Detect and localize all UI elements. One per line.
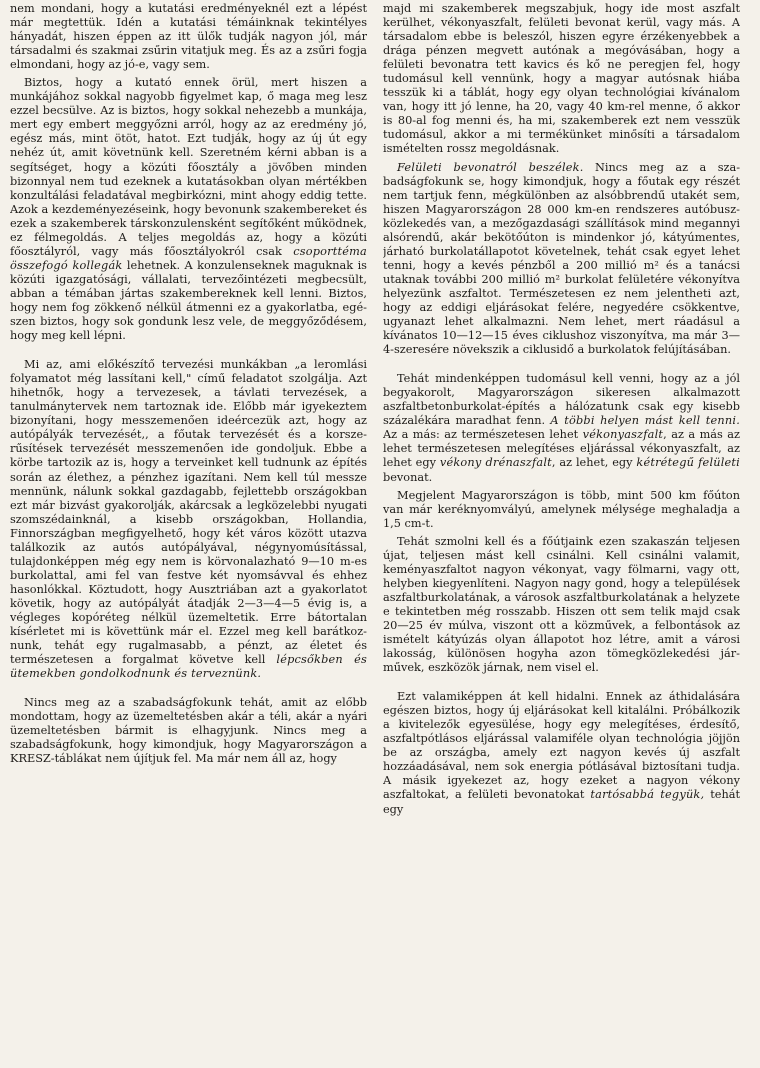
paragraph: Ezt valamiképpen át kell hidalni. Ennek az áthidalására egészen biztos, hogy új eljárásokat kell kitalálni. Próbálkozik a kivitelezők egyesülése, hogy egy melegítéses, érdesítő, aszfaltpótlásos eljárással valamiféle olyan technológia jöjjön be az országba, amely ezt nagyon kevés új aszfalt hozzáadásával, nem sok energia pótlásával biztosítani tudja. A másik igyekezet az, hogy ezeket a nagyon vékony aszfaltokat, a felületi bevonatokat tartósabbá tegyük, tehát egy [383,690,740,816]
paragraph: Felületi bevonatról beszélek. Nincs meg az a szabadságfokunk se, hogy kimondjuk, hogy a főutak egy részét nem tartjuk fenn, mégkülönben az alsóbbrendű utakét sem, hiszen Magyarországon 28 000 km-en rendszeres autóbusz-közlekedés van, a mezőgazdasági szállítások mind megannyi alsórendű, akár bekötőúton is mindenkor jó, kátyúmentes, járható burkolatállapotot követelnek, tehát csak egyet lehet tenni, hogy a kevés pénzből a 200 millió m² és a tanácsi utaknak további 200 millió m² burkolat felületére vékonyítva helyezünk aszfaltot. Természetesen ez nem jelentheti azt, hogy az eddigi eljárásokat felére, negyedére csökkentve, ugyanazt lehet alkalmazni. Nem lehet, mert ráadásul a kívánatos 10—12—15 éves ciklushoz viszonyítva, ma már 3—4-szeresére növekszik a ciklusidő a burkolatok felújításában. [383,160,740,357]
paragraph: Biztos, hogy a kutató ennek örül, mert hiszen a munkájához sokkal nagyobb figyelmet kap, ő maga meg lesz ezzel becsülve. Az is biztos, hogy sokkal nehezebb a munkája, mert egy embert meggyőzni arról, hogy az az eredmény jó, egész más, mint ötöt, hatot. Ezt tudják, hogy az új út egy nehéz út, amit követnünk kell. Szeretném kérni abban is a segítséget, hogy a közúti főosztály a jövőben minden bizonnyal nem tud ezeknek a kutatásokban olyan mértékben konzultálási feladatával megbirkózni, mint ahogy eddig tette. Azok a kezdeményezéseink, hogy bevonunk szakembereket és ezek a szakemberek társkonzulensként segítőként működnek, ez félmegoldás. A teljes megoldás az, hogy a közúti főosztályról, vagy más főosztályokról csak csoporttéma összefogó kollegák lehetnek. A konzulenseknek maguknak is közúti igazgatósági, vállalati, tervezőintézeti megbecsült, abban a témában jártas szakembereknek kell lenni. Biztos, hogy nem fog zökkenő nélkül átmenni ez a gyakorlatba, egészen biztos, hogy sok gondunk lesz vele, de meggyőződésem, hogy meg kell lépni. [10,76,367,343]
paragraph: majd mi szakemberek megszabjuk, hogy ide most aszfalt kerülhet, vékonyaszfalt, felületi bevonat kerül, vagy más. A társadalom ebbe is beleszól, hiszen egyre érzékenyebbek a drága pénzen megvett autónak a megóvásában, hogy a felületi bevonatra tett kavics és kő ne peregjen fel, hogy tudomásul kell vennünk, hogy a magyar autósnak hiába tesszük ki a táblát, hogy egy olyan technológiai kívánalom van, hogy itt jó lenne, ha 20, vagy 40 km-rel menne, ő akkor is 80-al fog menni és, ha mi, szakemberek ezt nem vesszük tudomásul, akkor a mi termékünket minősíti a társadalom ismételten rossz megoldásnak. [383,2,740,156]
paragraph: Tehát mindenképpen tudomásul kell venni, hogy az a jól begyakorolt, Magyarországon sikeresen alkalmazott aszfaltbetonburkolat-építés a hálózatunk csak egy kisebb százalékára maradhat fenn. A többi helyen mást kell tenni. Az a más: az természetesen lehet vékonyaszfalt, az a más az lehet természetesen melegítéses eljárással vékonyaszfalt, az lehet egy vékony drénaszfalt, az lehet, egy kétrétegű felületi bevonat. [383,372,740,484]
left-column [10,2,367,1068]
paragraph: Mi az, ami előkészítő tervezési munkákban „a leromlási folyamatot még lassítani kell," című feladatot szolgálja. Azt hihetnők, hogy a tervezesek, a távlati tervezések, a tanulmánytervek nem tartoznak ide. Előbb már igyekeztem bizonyítani, hogy messzemenően ideércezük azt, hogy az autópályák tervezését,, a főutak tervezését és a korszerűsítések tervezését messzemenően ide gondoljuk. Ebbe a körbe tartozik az is, hogy a terveinket kell tudnunk az építés során az élethez, a pénzhez igazítani. Nem kell túl messze mennünk, nálunk sokkal gazdagabb, fejlettebb országokban ezt már bizvást gyakorolják, akárcsak a legközelebbi nyugati szomszédainknál, a kisebb országokban, Hollandia, Finnországban megfigyelhető, hogy két város között utazva találkozik az autós autópályával, négynyomúsítással, tulajdonképpen még egy nem is körvonalazható 9—10 m-es burkolattal, ami fel van festve két nyomsávval és ehhez hasonlókkal. Köztudott, hogy Ausztriában azt a gyakorlatot követik, hogy az autópályát átadják 2—3—4—5 évig is, a végleges kopóréteg nélkül üzemeltetik. Erre bátortalan kísérletet mi is követtünk már el. Ezzel meg kell barátkoznunk, tehát egy rugalmasabb, a pénzt, az életet és természetesen a forgalmat követve kell lépcsőkben és ütemekben gondolkodnunk és terveznünk. [10,358,367,681]
paragraph: Megjelent Magyarországon is több, mint 500 km főúton van már keréknyomvályú, amelynek mélysége meghaladja a 1,5 cm-t. [383,488,740,530]
right-column [383,2,740,1068]
paragraph: nem mondani, hogy a kutatási eredményeknél ezt a lépést már megtettük. Idén a kutatási témáinknak tekintélyes hányadát, hiszen éppen az itt ülők tudják nagyon jól, már társadalmi és szakmai zsűrin vitatjuk meg. És az a zsűri fogja elmondani, hogy az jó-e, vagy sem. [10,2,367,72]
paragraph: Nincs meg az a szabadságfokunk tehát, amit az előbb mondottam, hogy az üzemeltetésben akár a téli, akár a nyári üzemeltetésben bármit is elhagyjunk. Nincs meg a szabadságfokunk, hogy kimondjuk, hogy Magyarországon a KRESZ-táblákat nem újítjuk fel. Ma már nem áll az, hogy [10,696,367,766]
paragraph: Tehát szmolni kell és a főútjaink ezen szakaszán teljesen újat, teljesen mást kell csinálni. Kell csinálni valamit, keményaszfaltot nagyon vékonyat, vagy fölmarni, vagy ott, helyben kiegyenlíteni. Nagyon nagy gond, hogy a települések aszfaltburkolatának, a városok aszfaltburkolatának a helyzete e tekintetben még rosszabb. Hiszen ott sem telik majd csak 20—25 év múlva, viszont ott a közművek, a felbontások az ismételt kátyúzás olyan állapotot hoz létre, amit a városi lakosság, különösen hogyha azon tömegközlekedési járművek, eszközök járnak, nem visel el. [383,534,740,675]
